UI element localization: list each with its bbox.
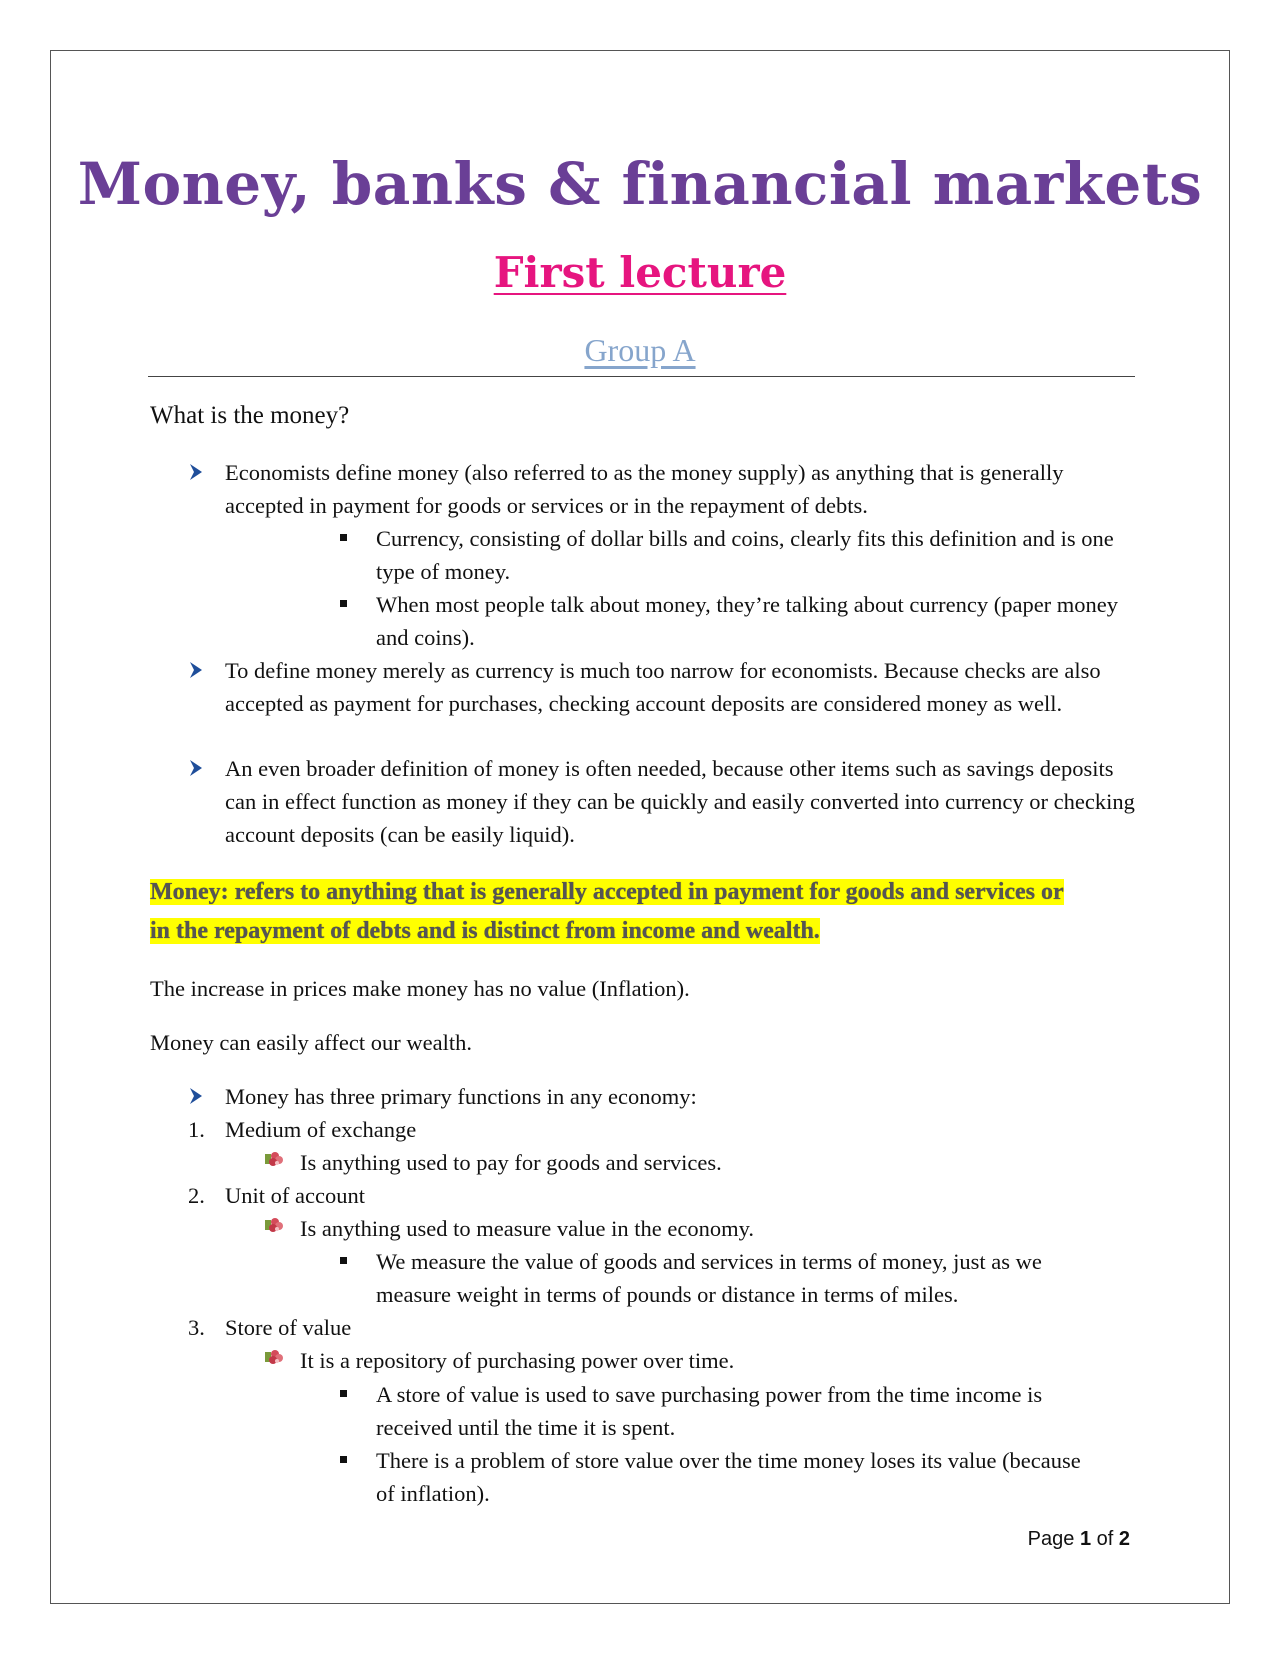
page-word: Page xyxy=(1027,1528,1075,1550)
square-bullet-icon xyxy=(340,1257,347,1264)
functions-intro: Money has three primary functions in any economy: xyxy=(225,1084,697,1109)
function-description: Is anything used to pay for goods and services. xyxy=(300,1150,722,1175)
chevron-bullet-icon xyxy=(187,1086,205,1106)
function-name: Store of value xyxy=(225,1315,352,1340)
money-definition xyxy=(150,873,1070,951)
sub-bullet-item: Currency, consisting of dollar bills and coins, clearly fits this definition and is one type of money. xyxy=(376,526,1114,584)
total-pages: 2 xyxy=(1118,1528,1130,1550)
function-detail: A store of value is used to save purchasing power from the time income is received until the time it is spent. xyxy=(376,1382,1043,1440)
bullet-item: To define money merely as currency is much too narrow for economists. Because checks are also accepted as payment for purchases, checking account deposits are considered money as well. xyxy=(225,658,1101,716)
lecture-subtitle: First lecture xyxy=(493,248,787,297)
of-word: of xyxy=(1096,1528,1114,1550)
function-name: Unit of account xyxy=(225,1183,365,1208)
square-bullet-icon xyxy=(340,1456,347,1463)
group-label: Group A xyxy=(584,332,696,368)
square-bullet-icon xyxy=(340,600,347,607)
current-page: 1 xyxy=(1079,1528,1092,1550)
bullet-item: An even broader definition of money is often needed, because other items such as savings deposits can in effect function as money if they can be quickly and easily converted into currency or checking account deposits (can be easily liquid). xyxy=(225,756,1135,847)
horizontal-rule xyxy=(148,376,1135,377)
function-detail: There is a problem of store value over the time money loses its value (because of inflation). xyxy=(376,1448,1081,1506)
function-description: It is a repository of purchasing power over time. xyxy=(300,1348,735,1373)
list-number: 1. xyxy=(188,1117,205,1142)
chevron-bullet-icon xyxy=(187,462,205,482)
page-number xyxy=(1028,1528,1130,1551)
chevron-bullet-icon xyxy=(187,660,205,680)
list-number: 2. xyxy=(188,1183,205,1208)
function-name: Medium of exchange xyxy=(225,1117,417,1142)
chevron-bullet-icon xyxy=(187,758,205,778)
sub-bullet-item: When most people talk about money, they’re talking about currency (paper money and coins). xyxy=(376,592,1119,650)
list-number: 3. xyxy=(188,1315,205,1340)
flower-bullet-icon xyxy=(264,1150,284,1168)
bullet-item: Economists define money (also referred to as the money supply) as anything that is generally accepted in payment for goods or services or in the repayment of debts. xyxy=(225,460,1064,518)
document-title: Money, banks & financial markets xyxy=(77,150,1203,218)
square-bullet-icon xyxy=(340,1390,347,1397)
function-description: Is anything used to measure value in the economy. xyxy=(300,1216,755,1241)
flower-bullet-icon xyxy=(264,1216,284,1234)
wealth-paragraph: Money can easily affect our wealth. xyxy=(150,1030,472,1055)
function-detail: We measure the value of goods and services in terms of money, just as we measure weight in terms of pounds or distance in terms of miles. xyxy=(376,1249,1042,1307)
square-bullet-icon xyxy=(340,534,347,541)
inflation-paragraph: The increase in prices make money has no value (Inflation). xyxy=(150,976,690,1001)
definition-text: Money: refers to anything that is generally accepted in payment for goods and services or in the repayment of debts and is distinct from income and wealth. xyxy=(150,879,1064,944)
flower-bullet-icon xyxy=(264,1348,284,1366)
section-heading: What is the money? xyxy=(150,402,350,429)
